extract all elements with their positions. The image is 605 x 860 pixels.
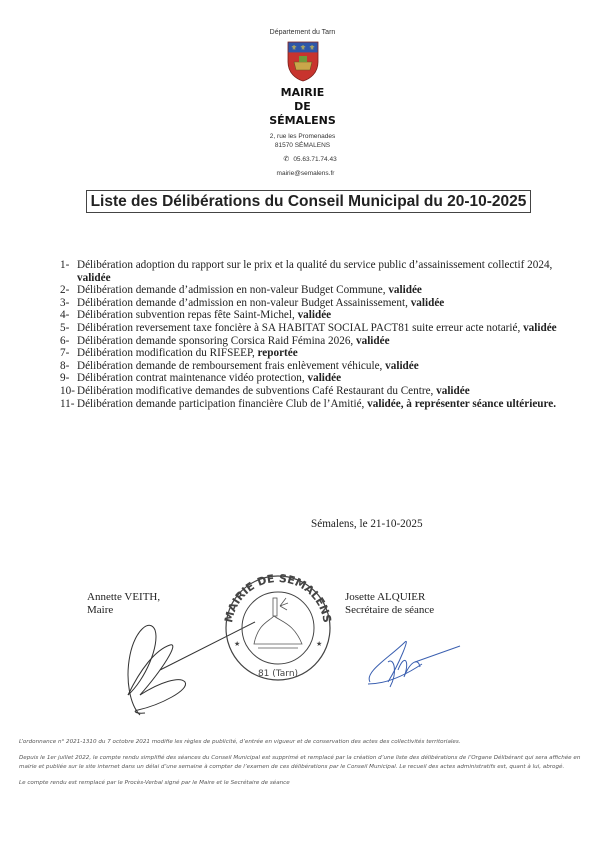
- item-number: 3-: [60, 296, 70, 309]
- mairie-title-line-2: DE: [294, 100, 311, 113]
- secretary-name: Josette ALQUIER: [345, 591, 426, 603]
- list-item: [60, 347, 560, 360]
- list-item: [60, 385, 560, 398]
- item-status: reportée: [257, 347, 298, 360]
- item-number: 2-: [60, 284, 70, 297]
- coat-of-arms-icon: [286, 40, 320, 82]
- item-number: 11-: [60, 397, 75, 410]
- item-status: validée: [77, 271, 111, 284]
- item-text: Délibération demande sponsoring Corsica Raid Fémina 2026,: [77, 334, 357, 347]
- item-text: Délibération modification du RIFSEEP,: [77, 347, 258, 360]
- svg-text:MAIRIE DE SEMALENS: [222, 572, 334, 624]
- mayor-name: Annette VEITH,: [87, 591, 161, 603]
- mairie-title-line-3: SÉMALENS: [269, 114, 336, 127]
- phone-number: 05.63.71.74.43: [293, 156, 337, 163]
- legal-note-proces-verbal: Le compte rendu est remplacé par le Procès-Verbal signé par le Maire et le Secrétaire de séance: [19, 779, 290, 786]
- item-number: 6-: [60, 334, 70, 347]
- item-text: Délibération demande participation financière Club de l’Amitié,: [77, 397, 368, 410]
- item-status: validée: [388, 284, 422, 297]
- svg-text:⚜: ⚜: [290, 44, 297, 52]
- legal-note-ordonnance: L’ordonnance n° 2021-1310 du 7 octobre 2021 modifie les règles de publicité, d’entrée en vigueur et de conservation des actes des collectivités territoriales.: [19, 739, 461, 745]
- email-address: mairie@semalens.fr: [276, 170, 335, 177]
- svg-text:★: ★: [316, 640, 323, 648]
- item-text: Délibération demande de remboursement frais enlèvement véhicule,: [77, 359, 386, 372]
- address-line-2: 81570 SÉMALENS: [274, 142, 331, 149]
- place-and-date: Sémalens, le 21-10-2025: [311, 518, 423, 530]
- list-item: [60, 284, 560, 297]
- item-status: validée: [297, 309, 332, 322]
- secretary-signature-icon: [360, 632, 470, 692]
- list-item: [60, 398, 560, 411]
- item-text: Délibération adoption du rapport sur le prix et la qualité du service public d’assainissement collectif 2024,: [77, 259, 553, 271]
- item-status: validée: [523, 321, 557, 334]
- item-number: 9-: [60, 372, 70, 385]
- address-line-1: 2, rue les Promenades: [269, 133, 336, 140]
- list-item: [60, 360, 560, 373]
- list-item: [60, 259, 560, 284]
- list-item: [60, 322, 560, 335]
- list-item: [60, 297, 560, 310]
- mairie-title-line-1: MAIRIE: [280, 86, 325, 99]
- item-status: validée: [307, 372, 342, 385]
- secretary-role: Secrétaire de séance: [345, 604, 435, 616]
- item-text: Délibération demande d’admission en non-valeur Budget Assainissement,: [77, 296, 411, 309]
- item-number: 5-: [60, 321, 70, 334]
- item-text: Délibération modificative demandes de subventions Café Restaurant du Centre,: [77, 384, 437, 397]
- deliberations-list: [60, 259, 560, 410]
- item-status: validée: [356, 334, 390, 347]
- item-status: validée: [436, 384, 470, 397]
- item-text: Délibération reversement taxe foncière à SA HABITAT SOCIAL PACT81 suite erreur acte notarié,: [77, 321, 524, 334]
- legal-notes: [19, 738, 589, 795]
- item-number: 7-: [60, 347, 70, 360]
- department-label: Département du Tarn: [269, 29, 336, 36]
- item-number: 4-: [60, 309, 70, 322]
- svg-text:⚜: ⚜: [308, 44, 315, 52]
- list-item: [60, 309, 560, 322]
- item-status: validée, à représenter séance ultérieure.: [367, 397, 557, 410]
- phone-icon: ✆: [283, 156, 290, 163]
- document-title: Liste des Délibérations du Conseil Municipal du 20-10-2025: [86, 190, 531, 213]
- item-text: Délibération contrat maintenance vidéo protection,: [77, 372, 308, 385]
- list-item: [60, 335, 560, 348]
- item-status: validée: [385, 359, 419, 372]
- mayor-role: Maire: [87, 604, 114, 616]
- letterhead: [0, 28, 605, 178]
- item-status: validée: [410, 296, 445, 309]
- item-text: Délibération subvention repas fête Saint-Michel,: [77, 309, 298, 322]
- item-number: 1-: [60, 259, 70, 271]
- svg-text:★: ★: [234, 640, 241, 648]
- item-number: 10-: [60, 384, 75, 397]
- list-item: [60, 372, 560, 385]
- svg-text:⚜: ⚜: [299, 44, 306, 52]
- phone-row: [14, 155, 605, 164]
- stamp-bottom-text: 81 (Tarn): [257, 669, 299, 679]
- item-text: Délibération demande d’admission en non-valeur Budget Commune,: [77, 284, 389, 297]
- official-stamp-icon: [218, 572, 338, 682]
- stamp-top-text: MAIRIE DE SEMALENS: [222, 572, 334, 624]
- item-number: 8-: [60, 359, 70, 372]
- secretary-signatory: [345, 591, 434, 617]
- legal-note-publication: Depuis le 1er juillet 2022, le compte rendu simplifié des séances du Conseil Municipal est supprimé et remplacé par la création d’une liste des délibérations de l’Organe Délibérant qui sera affichée en mairie et publiée sur le site internet dans un délai d’une semaine à compter de l’examen de ces délibérations par le Conseil Municipal. Le recueil des actes administratifs est, quant à lui, abrogé.: [19, 755, 581, 770]
